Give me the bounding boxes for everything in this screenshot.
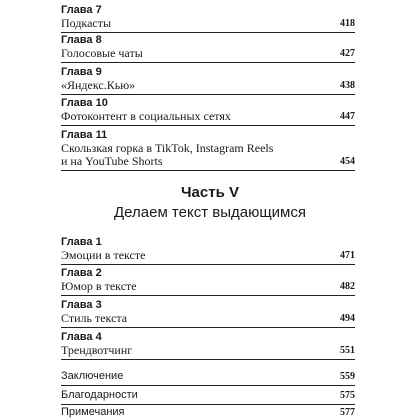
divider: [61, 359, 355, 360]
toc-entry-notes[interactable]: [61, 406, 355, 419]
divider: [61, 385, 355, 386]
backmatter-title: Примечания: [61, 406, 125, 418]
toc-entry-acknowledgements[interactable]: [61, 389, 355, 405]
chapter-title: Юмор в тексте: [61, 279, 137, 293]
page-number: 575: [340, 390, 355, 401]
toc-entry[interactable]: [61, 299, 355, 328]
chapter-title: Эмоции в тексте: [61, 248, 146, 262]
divider: [61, 125, 355, 126]
backmatter-title: Благодарности: [61, 389, 138, 401]
chapter-title: Трендвотчинг: [61, 343, 133, 357]
chapter-title: «Яндекс.Кью»: [61, 78, 136, 92]
divider: [61, 62, 355, 63]
part-subtitle: Делаем текст выдающимся: [114, 204, 306, 221]
toc-entry-conclusion[interactable]: [61, 370, 355, 386]
chapter-label: Глава 11: [61, 129, 108, 141]
chapter-title: Фотоконтент в социальных сетях: [61, 109, 231, 123]
divider: [61, 32, 355, 33]
divider: [61, 170, 355, 171]
page-number: 438: [340, 80, 355, 91]
chapter-label: Глава 9: [61, 66, 102, 78]
chapter-label: Глава 4: [61, 331, 102, 343]
divider: [61, 404, 355, 405]
page-number: 454: [340, 156, 355, 167]
chapter-title: Подкасты: [61, 16, 112, 30]
chapter-label: Глава 3: [61, 299, 102, 311]
page-number: 427: [340, 48, 355, 59]
backmatter-title: Заключение: [61, 370, 124, 382]
chapter-label: Глава 2: [61, 267, 102, 279]
chapter-label: Глава 10: [61, 97, 108, 109]
chapter-title: Голосовые чаты: [61, 46, 143, 60]
page-number: 447: [340, 111, 355, 122]
toc-entry[interactable]: [61, 236, 355, 265]
divider: [61, 264, 355, 265]
page-number: 418: [340, 18, 355, 29]
chapter-title: Стиль текста: [61, 311, 128, 325]
page-number: 551: [340, 345, 355, 356]
page-number: 494: [340, 313, 355, 324]
part-heading: Часть V: [181, 184, 239, 201]
chapter-title-line-1: Скользкая горка в TikTok, Instagram Reels: [61, 141, 274, 155]
page-number: 482: [340, 281, 355, 292]
toc-entry[interactable]: [61, 129, 355, 171]
page-number: 559: [340, 371, 355, 382]
toc-entry[interactable]: [61, 267, 355, 296]
toc-entry[interactable]: [61, 97, 355, 126]
page-number: 471: [340, 250, 355, 261]
chapter-title-line-2: и на YouTube Shorts: [61, 154, 163, 168]
toc-entry[interactable]: [61, 66, 355, 95]
chapter-label: Глава 1: [61, 236, 102, 248]
chapter-label: Глава 8: [61, 34, 102, 46]
toc-entry[interactable]: [61, 4, 355, 33]
chapter-label: Глава 7: [61, 4, 102, 16]
divider: [61, 327, 355, 328]
toc-entry[interactable]: [61, 331, 355, 360]
divider: [61, 295, 355, 296]
toc-entry[interactable]: [61, 34, 355, 63]
page-number: 577: [340, 407, 355, 418]
divider: [61, 94, 355, 95]
